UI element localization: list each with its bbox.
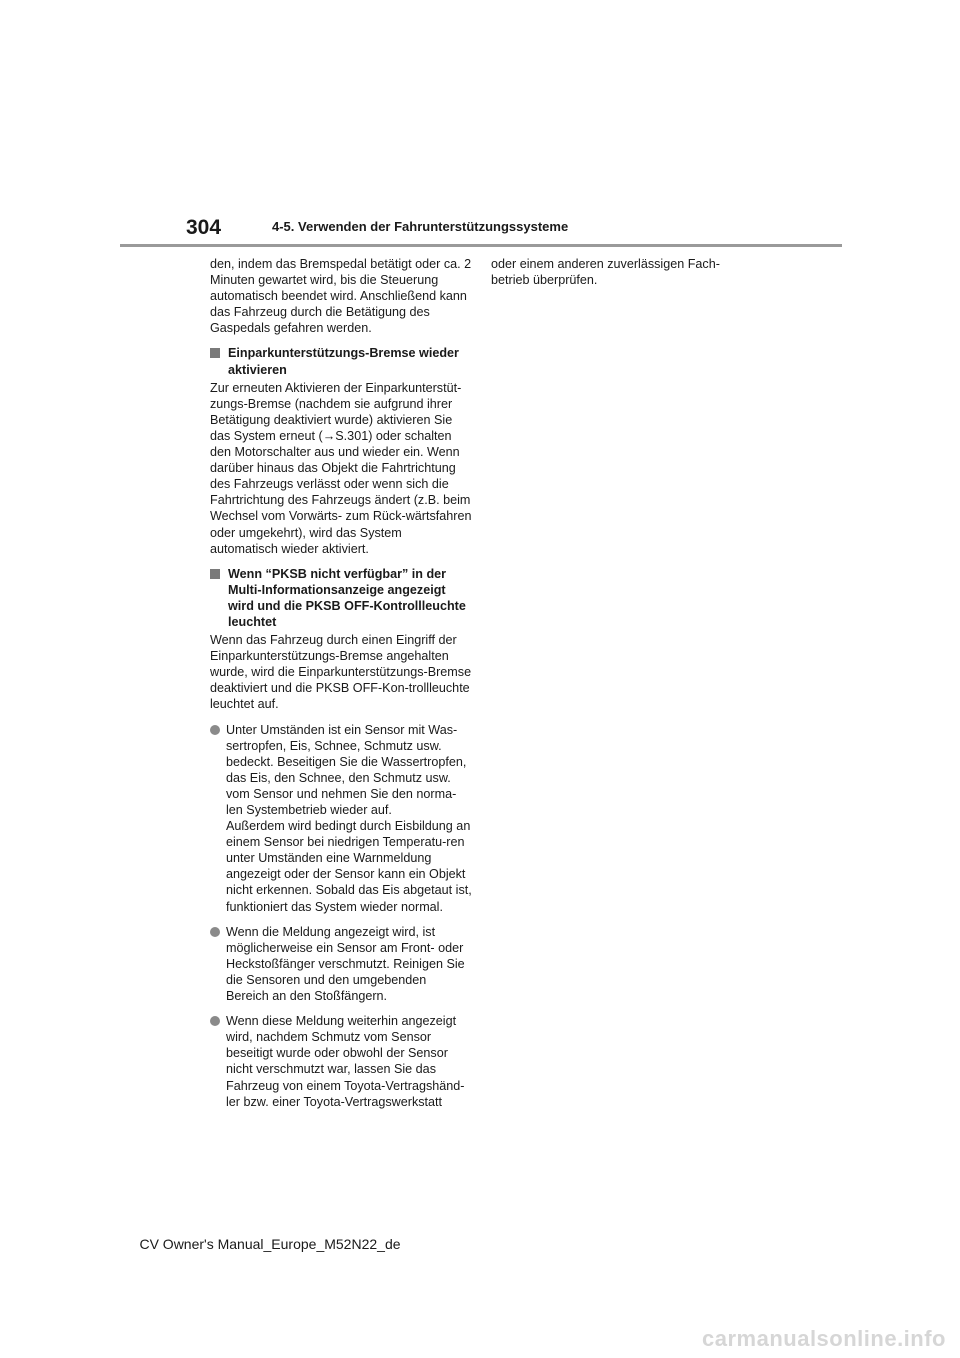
header-divider [120,244,842,247]
list-item [210,722,472,915]
square-bullet-icon [210,569,220,579]
section-body-reactivate: Zur erneuten Aktivieren der Einparkunterstüt-zungs-Bremse (nachdem sie aufgrund ihrer Betätigung deaktiviert wurde) aktivieren Sie das System erneut (→S.301) oder schalten den Motorschalter aus und wieder ein. Wenn darüber hinaus das Objekt die Fahrtrichtung des Fahrzeugs verlässt oder wenn sich die Fahrtrichtung des Fahrzeugs ändert (z.B. beim Wechsel vom Vorwärts- zum Rück-wärtsfahren oder umgekehrt), wird das System automatisch wieder aktiviert. [210,380,472,556]
right-column [491,256,753,297]
section-heading-pksb-unavailable [210,566,472,630]
list-item-text: Wenn die Meldung angezeigt wird, ist möglicherweise ein Sensor am Front- oder Heckstoßfänger verschmutzt. Reinigen Sie die Sensoren und den umgebenden Bereich an den Stoßfängern. [226,924,465,1004]
section-title: 4-5. Verwenden der Fahrunterstützungssysteme [272,219,569,234]
square-bullet-icon [210,348,220,358]
circle-bullet-icon [210,1016,220,1026]
list-item [210,1013,472,1110]
page-header [120,214,842,246]
list-item [210,924,472,1004]
circle-bullet-icon [210,927,220,937]
section-body-pksb-unavailable: Wenn das Fahrzeug durch einen Eingriff der Einparkunterstützungs-Bremse angehalten wurde, wird die Einparkunterstützungs-Bremse deaktiviert und die PKSB OFF-Kon-trollleuchte leuchtet auf. [210,633,472,712]
section-heading-text: Wenn “PKSB nicht verfügbar” in der Multi-Informationsanzeige angezeigt wird und die PKSB OFF-Kontrollleuchte leuchtet [228,566,466,629]
section-heading-reactivate [210,345,472,377]
page-number: 304 [186,216,222,239]
circle-bullet-icon [210,725,220,735]
watermark-text: carmanualsonline.info [702,1326,946,1351]
left-column [210,256,472,1119]
page-footer: CV Owner's Manual_Europe_M52N22_de [139,1236,401,1252]
list-item-text: Unter Umständen ist ein Sensor mit Was-sertropfen, Eis, Schnee, Schmutz usw. bedeckt. Beseitigen Sie die Wassertropfen, das Eis, den Schnee, den Schmutz usw. vom Sensor und nehmen Sie den norma-len Systembetrieb wieder auf. [226,722,467,817]
section-heading-text: Einparkunterstützungs-Bremse wieder aktivieren [228,346,459,377]
list-item-extra-text: Außerdem wird bedingt durch Eisbildung an einem Sensor bei niedrigen Temperatu-ren unter Umständen eine Warnmeldung angezeigt oder der Sensor kann ein Objekt nicht erkennen. Sobald das Eis abgetaut ist, funktioniert das System wieder normal. [226,819,472,914]
intro-paragraph: den, indem das Bremspedal betätigt oder ca. 2 Minuten gewartet wird, bis die Steuerung automatisch beendet wird. Anschließend kann das Fahrzeug durch die Betätigung des Gaspedals gefahren werden. [210,257,472,336]
list-item-text: Wenn diese Meldung weiterhin angezeigt wird, nachdem Schmutz vom Sensor beseitigt wurde oder obwohl der Sensor nicht verschmutzt war, lassen Sie das Fahrzeug von einem Toyota-Vertragshänd-ler bzw. einer Toyota-Vertragswerkstatt [226,1014,465,1109]
watermark [600,1316,960,1358]
continuation-paragraph: oder einem anderen zuverlässigen Fach-betrieb überprüfen. [491,257,720,288]
